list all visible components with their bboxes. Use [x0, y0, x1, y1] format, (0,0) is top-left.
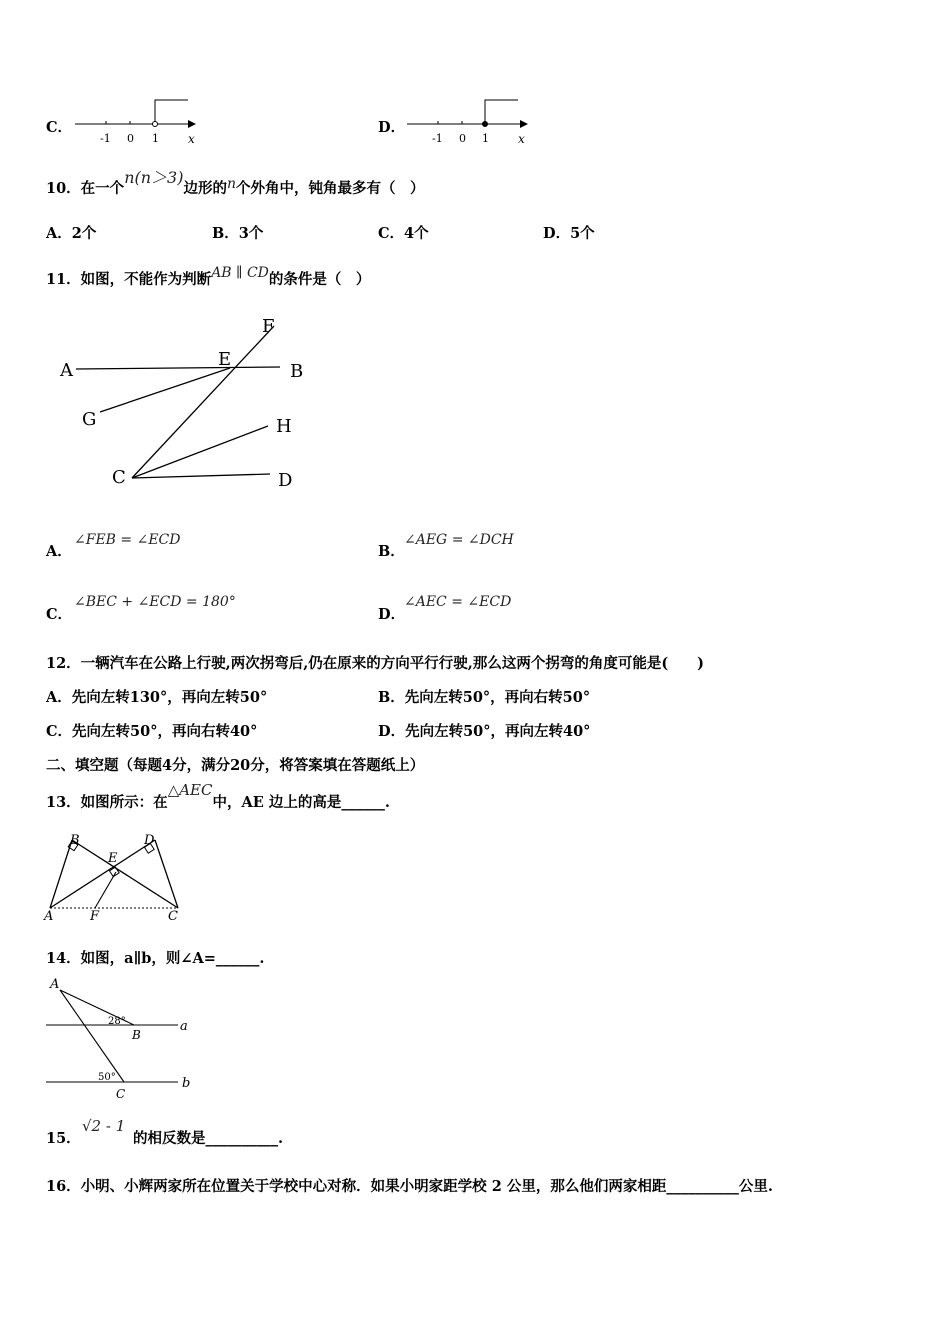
c-tick-0: 0 — [127, 132, 134, 145]
d-tick-neg1: -1 — [432, 132, 443, 145]
q11-option-a: ∠FEB = ∠ECD — [74, 532, 181, 548]
q10-option-a: A．2个 — [46, 225, 97, 242]
q14-figure — [40, 972, 210, 1104]
q13-pt-B: B — [70, 833, 80, 848]
q14-pt-B: B — [132, 1028, 141, 1042]
pt-B: B — [290, 361, 304, 382]
q10-stem: 10．在一个n(n＞3)边形的n个外角中，钝角最多有（ ） — [46, 168, 425, 197]
q13-figure — [40, 828, 200, 924]
q14-line-b: b — [182, 1076, 191, 1091]
q11-option-d-label: D． — [378, 606, 406, 623]
q12-option-d: D．先向左转50°，再向左转40° — [378, 723, 591, 740]
q16-stem: 16．小明、小辉两家所在位置关于学校中心对称．如果小明家距学校 2 公里，那么他们两家相距__________公里. — [46, 1178, 773, 1195]
q13-pt-D: D — [144, 833, 155, 848]
q10-option-b: B．3个 — [212, 225, 264, 242]
q15-stem: 的相反数是__________. — [133, 1130, 284, 1147]
d-tick-0: 0 — [459, 132, 466, 145]
pt-F: F — [262, 316, 275, 337]
d-axis-x: x — [518, 132, 525, 146]
q14-line-a: a — [180, 1019, 188, 1034]
pt-E: E — [218, 349, 232, 370]
q14-pt-C: C — [116, 1087, 126, 1101]
q11-option-b: ∠AEG = ∠DCH — [404, 532, 514, 548]
q9-option-d-numberline — [402, 96, 542, 148]
q9-option-d-label: D． — [378, 119, 406, 136]
q14-angle-28: 28° — [108, 1016, 126, 1027]
c-tick-neg1: -1 — [100, 132, 111, 145]
q11-option-d: ∠AEC = ∠ECD — [404, 594, 512, 610]
q13-expr: △AEC — [167, 781, 213, 799]
q10-option-c: C．4个 — [378, 225, 429, 242]
q15-expr: √2 - 1 — [82, 1117, 126, 1135]
q13-pt-E: E — [108, 851, 118, 866]
q10-expr: n(n＞3) — [124, 168, 184, 187]
q12-option-a: A．先向左转130°，再向左转50° — [46, 689, 268, 706]
q10-option-d: D．5个 — [543, 225, 595, 242]
q14-stem: 14．如图，a∥b，则∠A=______. — [46, 950, 265, 967]
q14-angle-50: 50° — [98, 1072, 116, 1083]
q11-option-a-label: A． — [46, 543, 72, 560]
c-axis-x: x — [188, 132, 195, 146]
pt-H: H — [276, 416, 292, 437]
q13-stem: 13．如图所示：在△AEC中，AE 边上的高是______. — [46, 781, 390, 811]
q11-stem: 11．如图，不能作为判断AB ∥ CD的条件是（ ） — [46, 265, 371, 288]
q11-option-b-label: B． — [378, 543, 405, 560]
q9-option-c-label: C． — [46, 119, 73, 136]
pt-D: D — [278, 470, 293, 491]
q13-pt-A: A — [44, 909, 54, 924]
pt-A: A — [60, 360, 73, 381]
q11-expr: AB ∥ CD — [211, 265, 269, 281]
q9-option-c-numberline — [70, 96, 210, 148]
c-tick-1: 1 — [152, 132, 159, 145]
q12-stem: 12．一辆汽车在公路上行驶,两次拐弯后,仍在原来的方向平行行驶,那么这两个拐弯的角度可能是( ) — [46, 655, 705, 672]
q12-option-c: C．先向左转50°，再向右转40° — [46, 723, 258, 740]
q14-pt-A: A — [50, 977, 60, 992]
q15-num: 15． — [46, 1130, 81, 1147]
q13-pt-F: F — [90, 909, 100, 924]
q12-option-b: B．先向左转50°，再向右转50° — [378, 689, 591, 706]
pt-G: G — [82, 409, 97, 430]
q11-option-c: ∠BEC + ∠ECD = 180° — [74, 594, 236, 610]
q13-pt-C: C — [168, 909, 178, 924]
section-2-heading: 二、填空题（每题4分，满分20分，将答案填在答题纸上） — [46, 757, 425, 774]
q11-figure — [52, 310, 322, 500]
q11-option-c-label: C． — [46, 606, 73, 623]
d-tick-1: 1 — [482, 132, 489, 145]
pt-C: C — [112, 467, 126, 488]
